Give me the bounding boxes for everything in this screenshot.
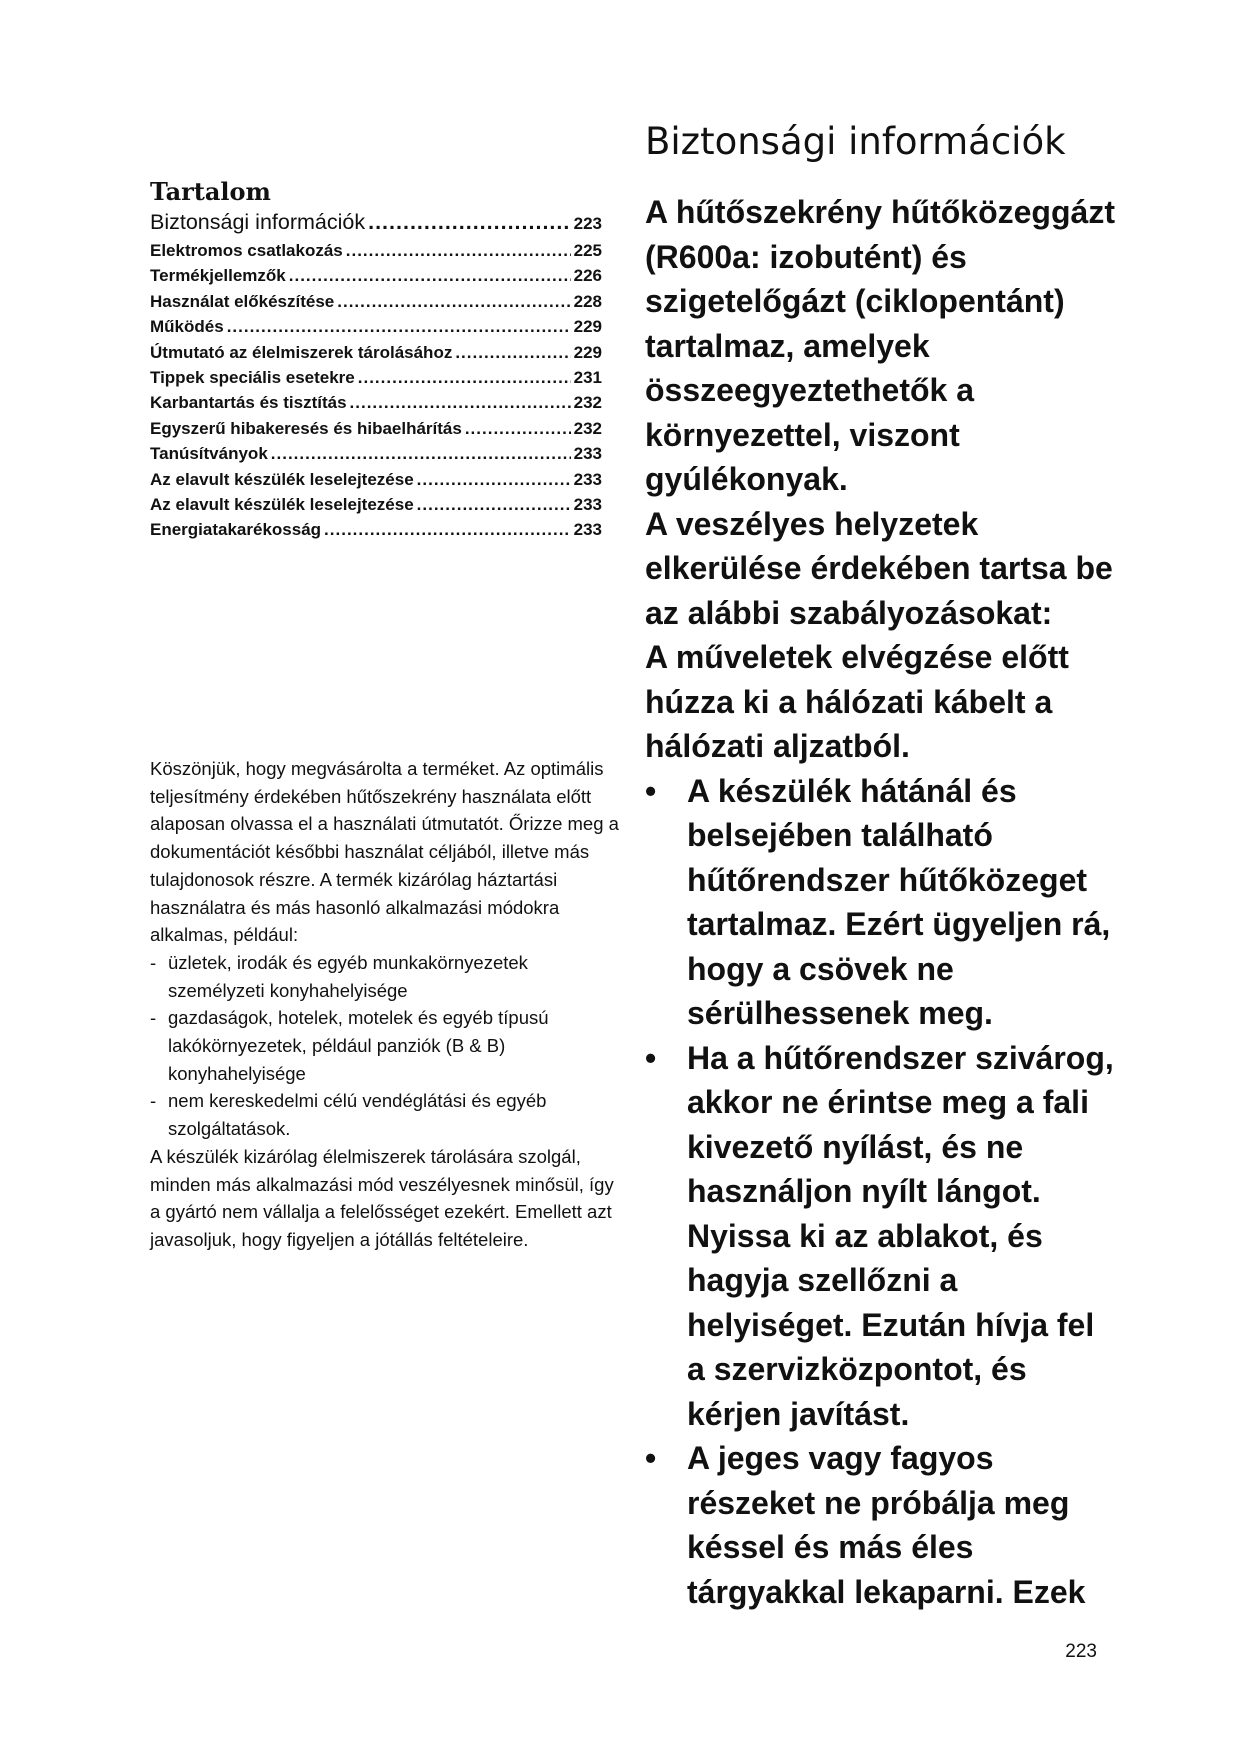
toc-entry-page: 233 [573,444,602,464]
toc-entry-label: Egyszerű hibakeresés és hibaelhárítás [150,418,462,438]
toc-entry-page: 233 [573,520,602,540]
toc-entry-page: 232 [573,418,602,438]
toc-entry-label: Karbantartás és tisztítás [150,393,347,413]
toc-leader-dots [271,441,571,466]
toc-entry[interactable] [150,390,602,415]
page-number: 223 [1065,1641,1097,1662]
usage-list [150,949,620,1143]
toc-leader-dots [368,208,571,237]
intro-paragraph: A készülék kizárólag élelmiszerek tárolására szolgál, minden más alkalmazási mód veszélyesnek minősül, így a gyártó nem vállalja a felelősséget ezekért. Emellett azt javasoljuk, hogy figyeljen a jótállás feltételeire. [150,1145,614,1250]
bullet-item [645,1436,1115,1614]
safety-paragraph: A veszélyes helyzetek elkerülése érdekében tartsa be az alábbi szabályozásokat: [645,505,1113,631]
toc-entry-page: 228 [573,291,602,311]
toc-leader-dots [358,365,571,390]
toc-title: Tartalom [150,177,271,206]
toc-entry[interactable] [150,289,602,314]
table-of-contents [150,178,602,543]
bullet-text: A készülék hátánál és belsejében található hűtőrendszer hűtőközeget tartalmaz. Ezért ügyeljen rá, hogy a csövek ne sérülhessenek meg. [687,772,1111,1031]
toc-entry-label: Termékjellemzők [150,266,286,286]
list-item: - gazdaságok, hotelek, motelek és egyéb típusú lakókörnyezetek, például panziók (B & B) konyhahelyisége [150,1004,620,1087]
toc-leader-dots [337,289,570,314]
toc-entry-page: 233 [573,469,602,489]
safety-paragraph: A hűtőszekrény hűtőközeggázt (R600a: izobutént) és szigetelőgázt (ciklopentánt) tartalmaz, amelyek összeegyeztethetők a környezettel, viszont gyúlékonyak. [645,194,1115,497]
bullet-icon: • [645,772,657,809]
toc-entry[interactable] [150,314,602,339]
toc-entry-label: Tanúsítványok [150,444,268,464]
toc-entry-label: Az elavult készülék leselejtezése [150,495,414,515]
toc-entry-label: Útmutató az élelmiszerek tárolásához [150,342,453,362]
toc-entry-page: 226 [573,266,602,286]
intro-paragraph: Köszönjük, hogy megvásárolta a terméket. Az optimális teljesítmény érdekében hűtőszekrény használata előtt alaposan olvassa el a használati útmutatót. Őrizze meg a dokumentációt későbbi használat céljából, illetve más tulajdonosok részre. A termék kizárólag háztartási használatra és más hasonló alkalmazási módokra alkalmas, például: [150,758,619,946]
toc-entry[interactable] [150,263,602,288]
toc-leader-dots [417,492,571,517]
bullet-item [645,1036,1115,1437]
toc-entry-label: Biztonsági információk [150,210,366,234]
toc-entry-label: Tippek speciális esetekre [150,368,355,388]
toc-entry-page: 232 [573,393,602,413]
toc-entry[interactable] [150,340,602,365]
list-item: - üzletek, irodák és egyéb munkakörnyezetek személyzeti konyhahelyisége [150,949,620,1004]
toc-entry-label: Az elavult készülék leselejtezése [150,469,414,489]
toc-leader-dots [465,416,571,441]
toc-entry-label: Működés [150,317,224,337]
safety-bullet-list [645,769,1115,1615]
toc-entry[interactable] [150,467,602,492]
toc-entry-page: 223 [573,214,602,233]
toc-leader-dots [350,390,571,415]
toc-leader-dots [324,517,571,542]
toc-leader-dots [417,467,571,492]
bullet-icon: • [645,1039,657,1076]
bullet-item [645,769,1115,1036]
toc-entry[interactable] [150,416,602,441]
toc-entry-page: 231 [573,368,602,388]
safety-paragraph: A műveletek elvégzése előtt húzza ki a hálózati kábelt a hálózati aljzatból. [645,639,1069,764]
safety-section [645,190,1115,1614]
toc-entry-page: 225 [573,241,602,260]
toc-entry[interactable] [150,365,602,390]
list-item: - nem kereskedelmi célú vendéglátási és egyéb szolgáltatások. [150,1087,620,1142]
toc-leader-dots [455,340,570,365]
toc-entry[interactable] [150,517,602,542]
bullet-text: Ha a hűtőrendszer szivárog, akkor ne érintse meg a fali kivezető nyílást, és ne használjon nyílt lángot. Nyissa ki az ablakot, és hagyja szellőzni a helyiséget. Ezután hívja fel a szervizközpontot, és kérjen javítást. [687,1039,1114,1432]
toc-entry[interactable] [150,492,602,517]
intro-section [150,755,620,1254]
toc-entry-label: Energiatakarékosság [150,520,322,540]
toc-entry[interactable] [150,208,602,238]
toc-leader-dots [289,263,571,288]
toc-entry-page: 229 [573,342,602,362]
toc-leader-dots [346,238,571,263]
bullet-text: A jeges vagy fagyos részeket ne próbálja meg késsel és más éles tárgyakkal lekaparni. Ezek [687,1440,1086,1610]
section-title: Biztonsági információk [645,120,1066,163]
toc-entry-label: Használat előkészítése [150,291,335,311]
toc-entry-label: Elektromos csatlakozás [150,241,343,260]
toc-entry-page: 233 [573,495,602,515]
toc-entry-page: 229 [573,317,602,337]
toc-entry[interactable] [150,441,602,466]
bullet-icon: • [645,1440,657,1476]
toc-leader-dots [227,314,571,339]
toc-entry[interactable] [150,238,602,263]
